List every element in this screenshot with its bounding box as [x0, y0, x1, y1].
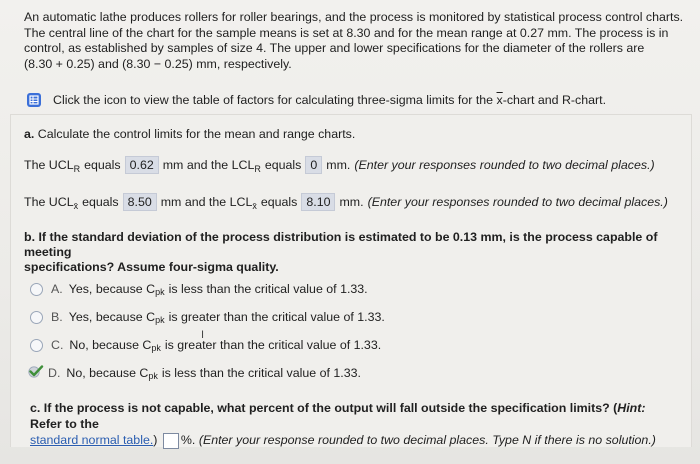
- ucl-x-answer[interactable]: 8.50: [123, 193, 157, 211]
- radio-button[interactable]: [30, 283, 43, 296]
- factor-table-hint: [18, 90, 682, 110]
- intro-line-2: The central line of the chart for the sample means is set at 8.30 and for the mean range at 0.27 mm. The process is in: [24, 25, 669, 40]
- lcl-x-answer[interactable]: 8.10: [301, 193, 335, 211]
- intro-line-1: An automatic lathe produces rollers for roller bearings, and the process is monitored by statistical process control charts.: [24, 10, 684, 24]
- part-c-prompt: c. If the process is not capable, what percent of the output will fall outside the specification limits? (Hint: Refer to the standard normal table.) %. (Enter your response rounded to two decimal places. Type N if there is no solution.): [30, 401, 656, 447]
- hint-text: Click the icon to view the table of factors for calculating three-sigma limits for the $\overline{x}$-chart and R-chart.: [53, 93, 607, 107]
- ucl-r-answer[interactable]: 0.62: [125, 156, 159, 174]
- lcl-r-answer[interactable]: 0: [305, 156, 322, 174]
- option-b[interactable]: B. Yes, because C $_{pk}$ is greater than the critical value of 1.33.: [30, 310, 385, 324]
- book-icon[interactable]: [27, 93, 41, 107]
- percent-input[interactable]: [163, 433, 179, 449]
- intro-line-3: control, as established by samples of size 4. The upper and lower specifications for the diameter of the rollers are: [24, 41, 645, 55]
- intro-line-4: (8.30 + 0.25) and (8.30 − 0.25) mm, respectively.: [24, 56, 292, 71]
- x-bar-symbol: $\overline{x}$: [496, 93, 503, 107]
- radio-button[interactable]: [30, 339, 43, 352]
- option-c[interactable]: C. No, because C $_{pk}$ is greater than the critical value of 1.33.: [30, 338, 381, 352]
- standard-normal-table-link[interactable]: standard normal table.: [30, 433, 154, 447]
- range-limits-line: The UCL $_R$ equals 0.62 mm and the LCL $_R$ equals 0 mm. (Enter your responses rounded to two decimal places.): [24, 158, 655, 174]
- option-d[interactable]: D. No, because C $_{pk}$ is less than the critical value of 1.33.: [28, 365, 361, 381]
- option-a[interactable]: A. Yes, because C $_{pk}$ is less than the critical value of 1.33.: [30, 282, 368, 296]
- radio-button[interactable]: [30, 311, 43, 324]
- mean-limits-line: The UCL $_{x̄}$ equals 8.50 mm and the LCL $_{x̄}$ equals 8.10 mm. (Enter your responses rounded to two decimal places.): [24, 195, 668, 211]
- problem-statement: [24, 10, 684, 72]
- part-b-prompt: b. If the standard deviation of the process distribution is estimated to be 0.13 mm, is the process capable of meeting specifications? Assume four-sigma quality.: [24, 230, 658, 274]
- part-a-prompt: a. Calculate the control limits for the mean and range charts.: [24, 127, 356, 141]
- checkmark-icon: [28, 365, 44, 381]
- text-cursor-icon: I: [201, 329, 205, 341]
